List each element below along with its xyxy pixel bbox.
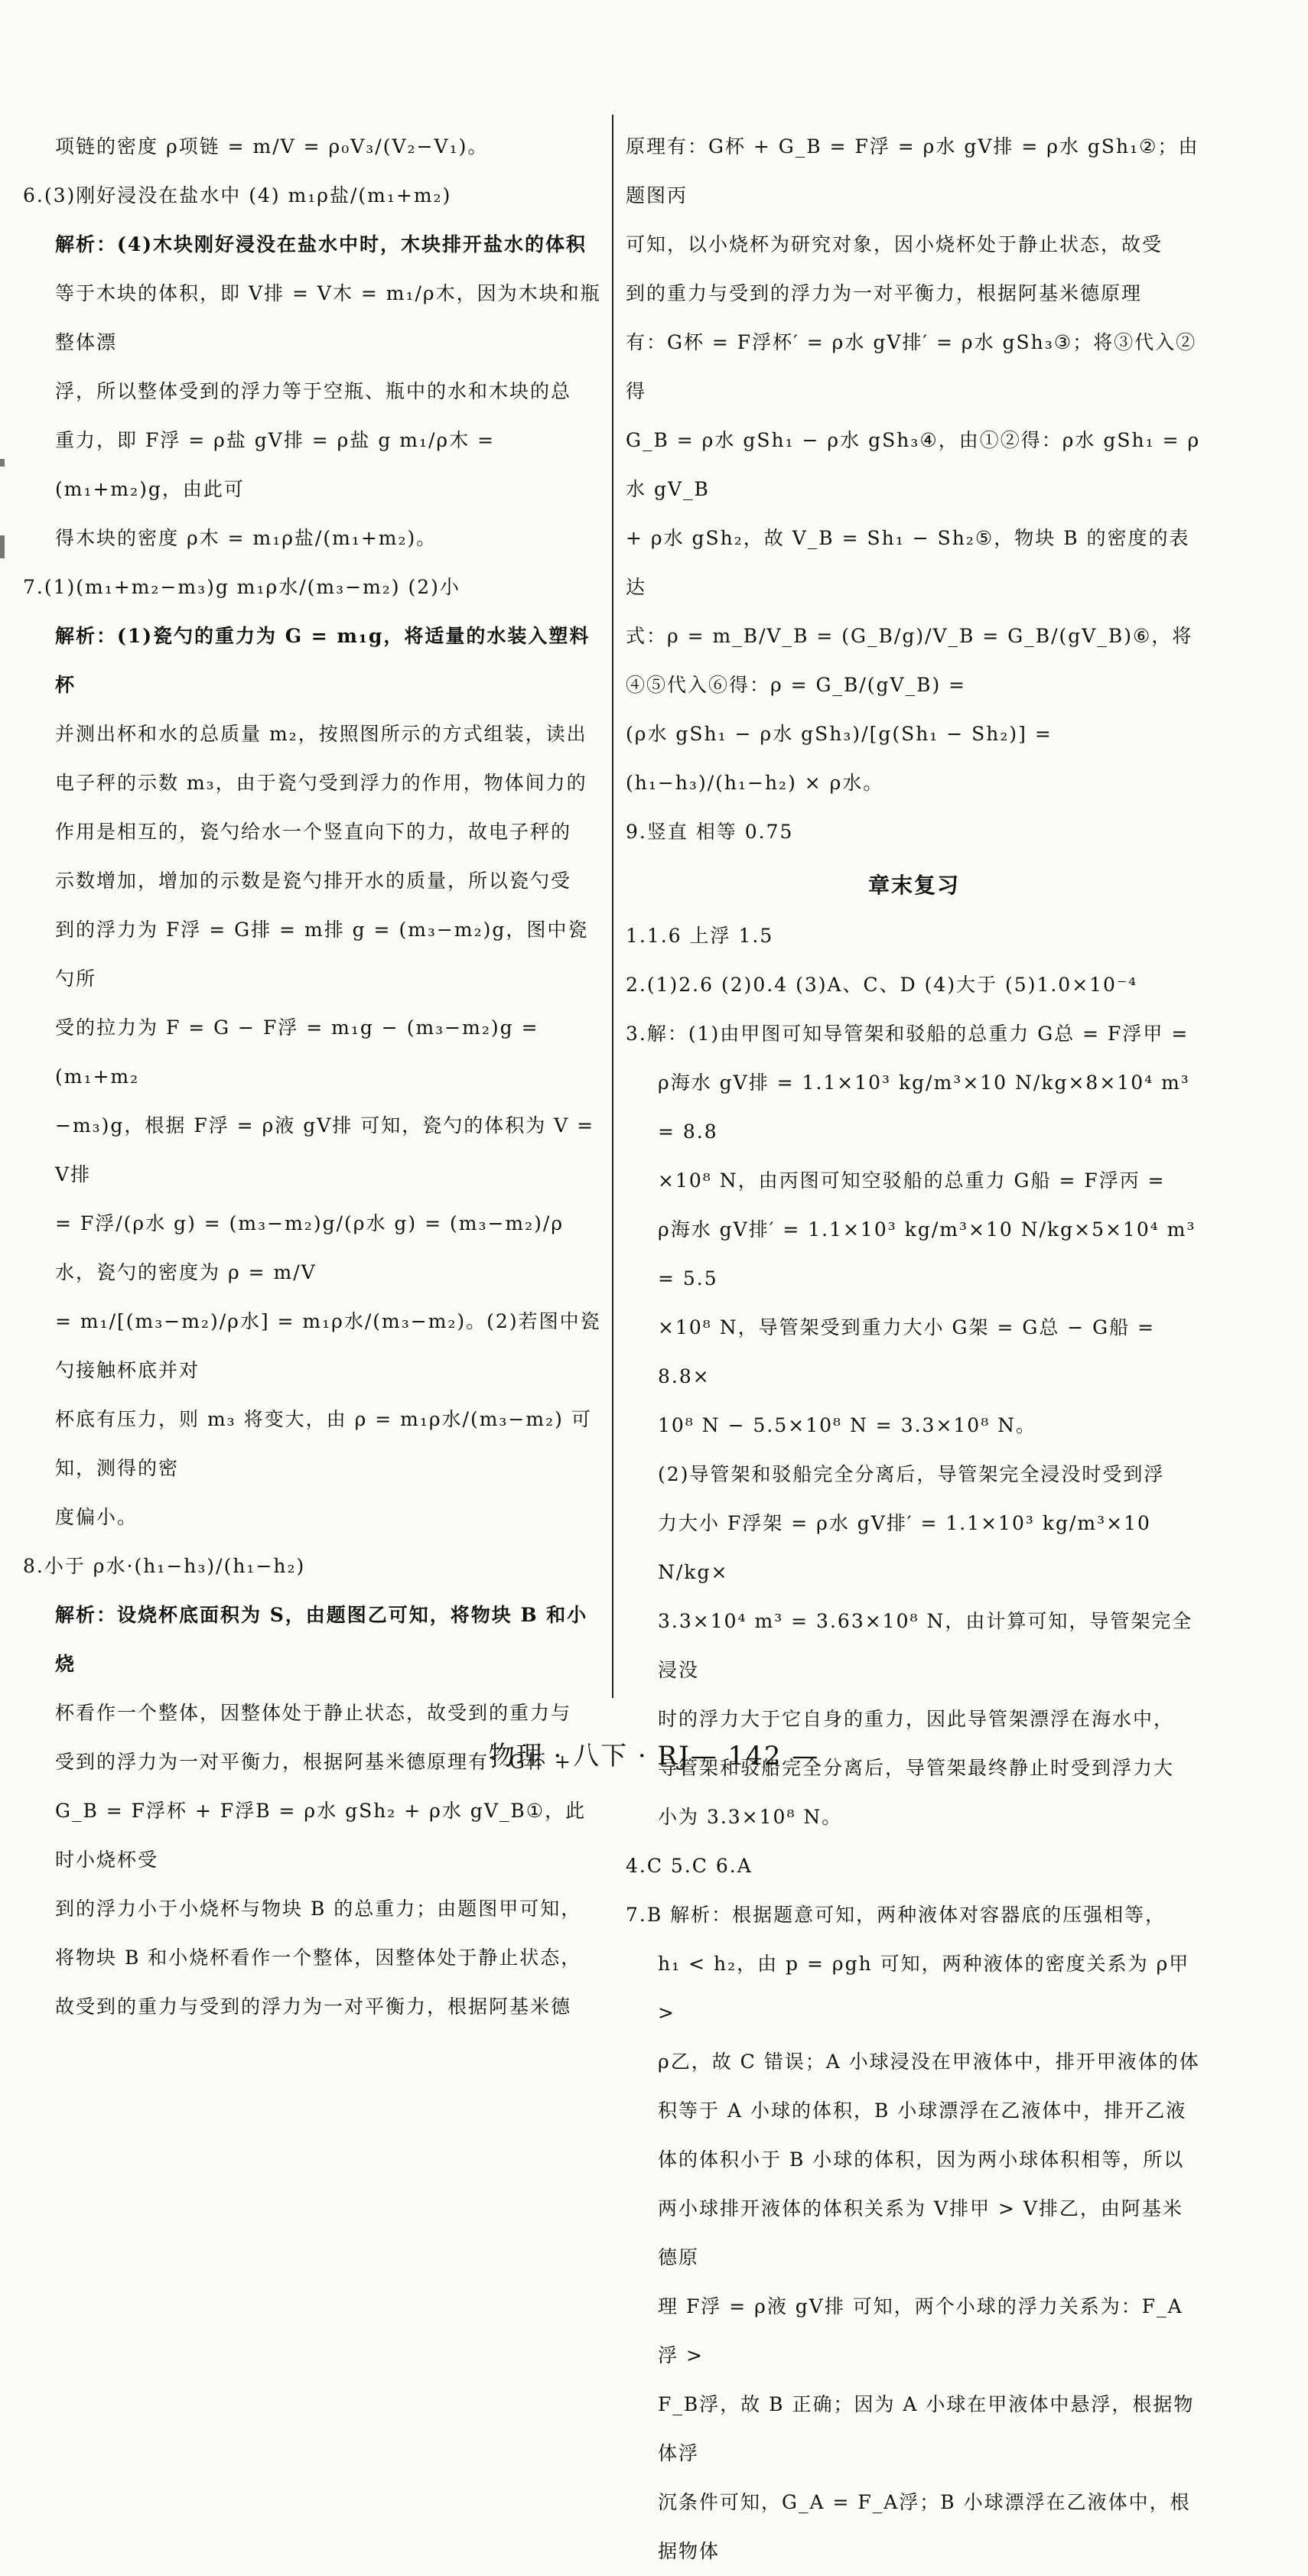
text-line: 到的重力与受到的浮力为一对平衡力，根据阿基米德原理 <box>626 282 1143 304</box>
text-line: 度偏小。 <box>55 1506 138 1528</box>
text-line: G_B = F浮杯 + F浮B = ρ水 gSh₂ + ρ水 gV_B①，此时小烧杯受 <box>55 1800 587 1871</box>
question-7: 7.(1)(m₁+m₂−m₃)g m₁ρ水/(m₃−m₂) (2)小 <box>23 576 460 598</box>
review-question-3: 3.解：(1)由甲图可知导管架和驳船的总重力 G总 = F浮甲 = <box>626 1023 1189 1045</box>
text-line: 力大小 F浮架 = ρ水 gV排′ = 1.1×10³ kg/m³×10 N/kg× <box>658 1512 1151 1583</box>
analysis-line: 解析：(1)瓷勺的重力为 G = m₁g，将适量的水装入塑料杯 <box>55 625 591 696</box>
text-line: 小为 3.3×10⁸ N。 <box>658 1806 843 1828</box>
text-line: 作用是相互的，瓷勺给水一个竖直向下的力，故电子秤的 <box>55 821 572 843</box>
text-line: ρ海水 gV排 = 1.1×10³ kg/m³×10 N/kg×8×10⁴ m³ = 8.8 <box>658 1072 1190 1143</box>
text-line: (ρ水 gSh₁ − ρ水 gSh₃)/[g(Sh₁ − Sh₂)] = (h₁−h₃)/(h₁−h₂) × ρ水。 <box>626 723 1053 794</box>
text-line: 可知，以小烧杯为研究对象，因小烧杯处于静止状态，故受 <box>626 233 1163 255</box>
question-6: 6.(3)刚好浸没在盐水中 (4) m₁ρ盐/(m₁+m₂) <box>23 184 452 207</box>
text-line: 式：ρ = m_B/V_B = (G_B/g)/V_B = G_B/(gV_B)⑥，将④⑤代入⑥得：ρ = G_B/(gV_B) = <box>626 625 1193 696</box>
text-line: G_B = ρ水 gSh₁ − ρ水 gSh₃④，由①②得：ρ水 gSh₁ = ρ水 gV_B <box>626 429 1201 500</box>
right-column <box>626 122 1202 2576</box>
text-line: ρ乙，故 C 错误；A 小球浸没在甲液体中，排开甲液体的体 <box>658 2051 1200 2073</box>
text-line: 理 F浮 = ρ液 gV排 可知，两个小球的浮力关系为：F_A浮 > <box>658 2295 1183 2366</box>
text-line: 故受到的重力与受到的浮力为一对平衡力，根据阿基米德 <box>55 1995 572 2018</box>
text-line: 杯底有压力，则 m₃ 将变大，由 ρ = m₁ρ水/(m₃−m₂) 可知，测得的密 <box>55 1408 592 1479</box>
text-line: 有：G杯 = F浮杯′ = ρ水 gV排′ = ρ水 gSh₃③；将③代入②得 <box>626 331 1197 402</box>
text-line: 到的浮力小于小烧杯与物块 B 的总重力；由题图甲可知， <box>55 1898 582 1920</box>
column-divider <box>612 115 613 1698</box>
text-line: 杯看作一个整体，因整体处于静止状态，故受到的重力与 <box>55 1702 572 1724</box>
text-line: −m₃)g，根据 F浮 = ρ液 gV排 可知，瓷勺的体积为 V = V排 <box>55 1114 595 1186</box>
page-footer: 物理 · 八下 · RJ— 142 — <box>488 1741 820 1771</box>
text-line: 体的体积小于 B 小球的体积，因为两小球体积相等，所以 <box>658 2148 1185 2171</box>
text-line: 将物块 B 和小烧杯看作一个整体，因整体处于静止状态， <box>55 1947 582 1969</box>
review-question-2: 2.(1)2.6 (2)0.4 (3)A、C、D (4)大于 (5)1.0×10⁻⁴ <box>626 974 1138 996</box>
analysis-line: 解析：(4)木块刚好浸没在盐水中时，木块排开盐水的体积 <box>55 233 587 255</box>
text-line: 示数增加，增加的示数是瓷勺排开水的质量，所以瓷勺受 <box>55 870 572 892</box>
review-questions-4-6: 4.C 5.C 6.A <box>626 1855 753 1877</box>
review-question-7: 7.B 解析：根据题意可知，两种液体对容器底的压强相等， <box>626 1904 1166 1926</box>
text-line: ρ海水 gV排′ = 1.1×10³ kg/m³×10 N/kg×5×10⁴ m³ = 5.5 <box>658 1218 1196 1290</box>
text-line: 10⁸ N − 5.5×10⁸ N = 3.3×10⁸ N。 <box>658 1414 1037 1436</box>
question-9: 9.竖直 相等 0.75 <box>626 821 794 843</box>
text-line: 到的浮力为 F浮 = G排 = m排 g = (m₃−m₂)g，图中瓷勺所 <box>55 919 589 990</box>
text-line: 时的浮力大于它自身的重力，因此导管架漂浮在海水中， <box>658 1708 1175 1730</box>
page-edge-mark <box>0 459 5 467</box>
question-8: 8.小于 ρ水·(h₁−h₃)/(h₁−h₂) <box>23 1555 306 1577</box>
text-line: 项链的密度 ρ项链 = m/V = ρ₀V₃/(V₂−V₁)。 <box>55 135 489 158</box>
text-line: 并测出杯和水的总质量 m₂，按照图所示的方式组装，读出 <box>55 723 587 745</box>
text-line: 原理有：G杯 + G_B = F浮 = ρ水 gV排 = ρ水 gSh₁②；由题图丙 <box>626 135 1199 207</box>
text-line: + ρ水 gSh₂，故 V_B = Sh₁ − Sh₂⑤，物块 B 的密度的表达 <box>626 527 1190 598</box>
text-line: ×10⁸ N，导管架受到重力大小 G架 = G总 − G船 = 8.8× <box>658 1316 1156 1387</box>
text-line: 沉条件可知，G_A = F_A浮；B 小球漂浮在乙液体中，根据物体 <box>658 2491 1191 2562</box>
text-line: 等于木块的体积，即 V排 = V木 = m₁/ρ木，因为木块和瓶整体漂 <box>55 282 601 353</box>
text-line: 积等于 A 小球的体积，B 小球漂浮在乙液体中，排开乙液 <box>658 2100 1187 2122</box>
text-line: 浮，所以整体受到的浮力等于空瓶、瓶中的水和木块的总 <box>55 380 572 402</box>
text-line: ×10⁸ N，由丙图可知空驳船的总重力 G船 = F浮丙 = <box>658 1169 1166 1192</box>
text-line: h₁ < h₂，由 p = ρgh 可知，两种液体的密度关系为 ρ甲 > <box>658 1953 1190 2024</box>
text-line: 受的拉力为 F = G − F浮 = m₁g − (m₃−m₂)g = (m₁+m₂ <box>55 1016 539 1088</box>
text-line: 电子秤的示数 m₃，由于瓷勺受到浮力的作用，物体间力的 <box>55 772 587 794</box>
text-line: 两小球排开液体的体积关系为 V排甲 > V排乙，由阿基米德原 <box>658 2197 1183 2269</box>
text-line: 重力，即 F浮 = ρ盐 gV排 = ρ盐 g m₁/ρ木 = (m₁+m₂)g，由此可 <box>55 429 496 500</box>
text-line: = m₁/[(m₃−m₂)/ρ水] = m₁ρ水/(m₃−m₂)。(2)若图中瓷勺接触杯底并对 <box>55 1310 601 1381</box>
text-line: (2)导管架和驳船完全分离后，导管架完全浸没时受到浮 <box>658 1463 1165 1485</box>
text-line: 导管架和驳船完全分离后，导管架最终静止时受到浮力大 <box>658 1757 1175 1779</box>
text-line: F_B浮，故 B 正确；因为 A 小球在甲液体中悬浮，根据物体浮 <box>658 2393 1195 2464</box>
review-question-1: 1.1.6 上浮 1.5 <box>626 925 774 947</box>
text-line: 受到的浮力为一对平衡力，根据阿基米德原理有：G杯 + <box>55 1751 572 1773</box>
text-line: 得木块的密度 ρ木 = m₁ρ盐/(m₁+m₂)。 <box>55 527 438 549</box>
text-line: = F浮/(ρ水 g) = (m₃−m₂)g/(ρ水 g) = (m₃−m₂)/ρ水，瓷勺的密度为 ρ = m/V <box>55 1212 565 1283</box>
analysis-line: 解析：设烧杯底面积为 S，由题图乙可知，将物块 B 和小烧 <box>55 1604 588 1675</box>
page-edge-mark <box>0 535 5 558</box>
text-line: 3.3×10⁴ m³ = 3.63×10⁸ N，由计算可知，导管架完全浸没 <box>658 1610 1193 1681</box>
section-heading: 章末复习 <box>867 873 960 898</box>
